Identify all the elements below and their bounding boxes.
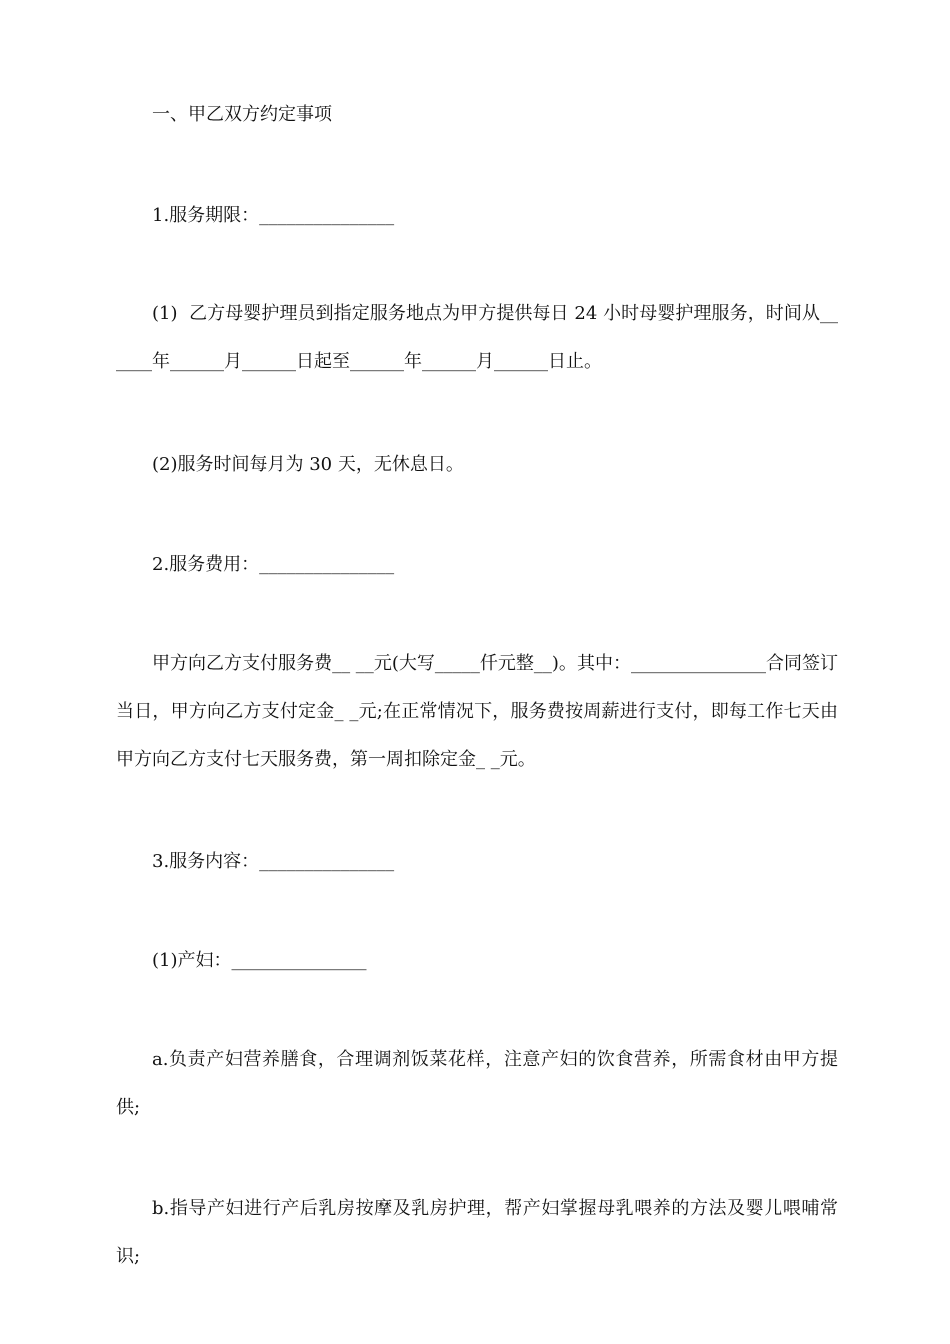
mother-care-clause: (1)产妇：_______________: [152, 950, 367, 971]
nutrition-item: a.负责产妇营养膳食，合理调剂饭菜花样，注意产妇的饮食营养，所需食材由甲方提供;: [116, 1049, 838, 1118]
service-time-clause: (1) 乙方母婴护理员到指定服务地点为甲方提供每日 24 小时母婴护理服务，时间从______年______月______日起至______年______月______日止。: [116, 303, 838, 372]
payment-terms-clause: 甲方向乙方支付服务费__ __元(大写_____仟元整__)。其中：_______________合同签订当日，甲方向乙方支付定金_ _元;在正常情况下，服务费按周薪进行支付，即每工作七天由甲方向乙方支付七天服务费，第一周扣除定金_ _元。: [116, 653, 838, 770]
service-content-clause: 3.服务内容：_______________: [152, 851, 395, 872]
service-fee-clause: 2.服务费用：_______________: [152, 554, 395, 575]
service-days-clause: (2)服务时间每月为 30 天，无休息日。: [152, 454, 464, 475]
breastfeeding-item: b.指导产妇进行产后乳房按摩及乳房护理，帮产妇掌握母乳喂养的方法及婴儿喂哺常识;: [116, 1198, 838, 1267]
section-heading: 一、甲乙双方约定事项: [152, 104, 332, 125]
service-period-clause: 1.服务期限：_______________: [152, 205, 395, 226]
